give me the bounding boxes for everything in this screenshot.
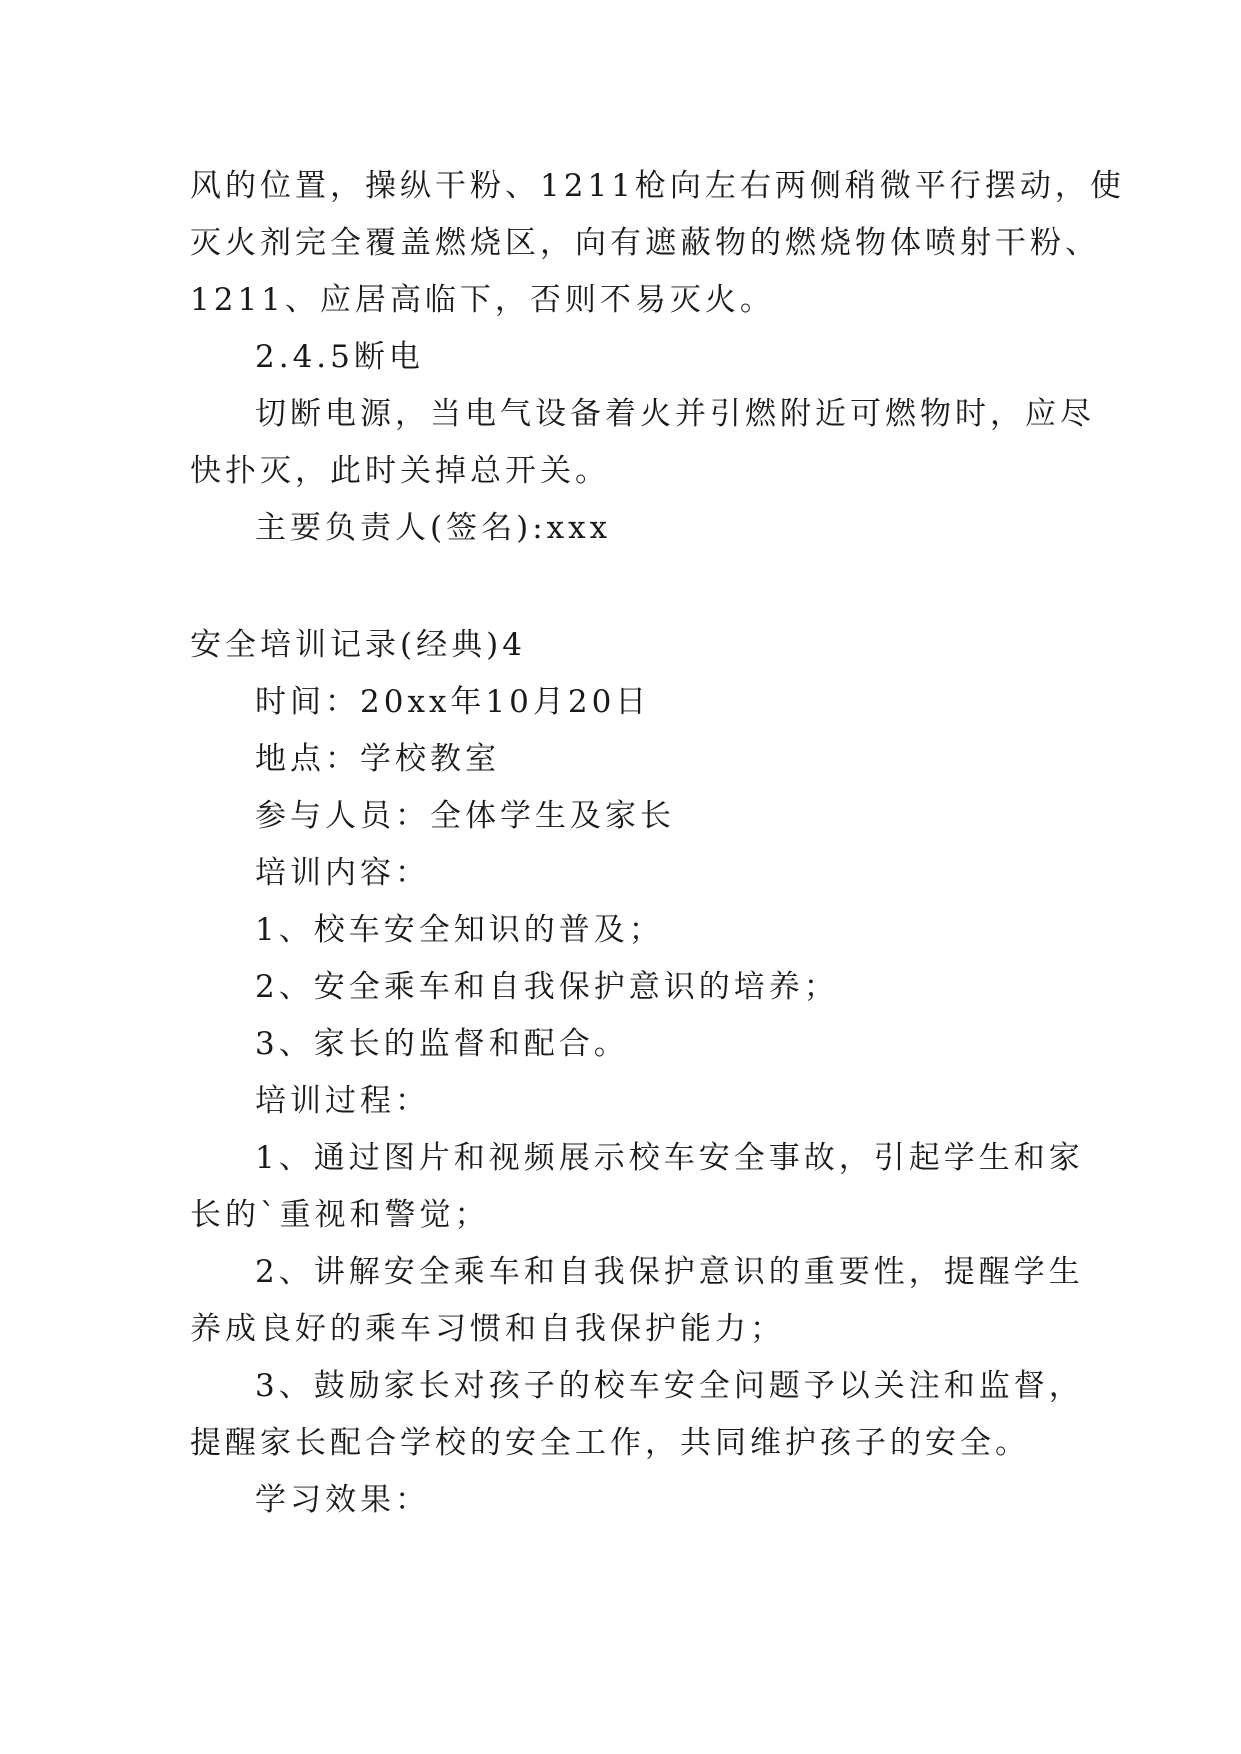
- section-heading: 2.4.5断电: [255, 339, 424, 375]
- info-participants: 参与人员：全体学生及家长: [255, 798, 675, 834]
- paragraph-line: 风的位置，操纵干粉、1211枪向左右两侧稍微平行摆动，使: [190, 168, 1125, 204]
- section-heading: 学习效果：: [255, 1482, 430, 1518]
- document-title: 安全培训记录(经典)4: [190, 627, 526, 663]
- paragraph-line: 提醒家长配合学校的安全工作，共同维护孩子的安全。: [190, 1425, 1030, 1461]
- list-item: 3、鼓励家长对孩子的校车安全问题予以关注和监督，: [255, 1368, 1084, 1404]
- list-item: 2、讲解安全乘车和自我保护意识的重要性，提醒学生: [255, 1254, 1084, 1290]
- paragraph-line: 快扑灭，此时关掉总开关。: [190, 453, 610, 489]
- list-item: 1、通过图片和视频展示校车安全事故，引起学生和家: [255, 1140, 1084, 1176]
- paragraph-line: 灭火剂完全覆盖燃烧区，向有遮蔽物的燃烧物体喷射干粉、: [190, 225, 1100, 261]
- section-heading: 培训过程：: [255, 1083, 430, 1119]
- list-item: 3、家长的监督和配合。: [255, 1026, 629, 1062]
- list-item: 2、安全乘车和自我保护意识的培养；: [255, 969, 839, 1005]
- paragraph-line: 切断电源，当电气设备着火并引燃附近可燃物时，应尽: [255, 396, 1095, 432]
- info-time: 时间：20xx年10月20日: [255, 684, 651, 720]
- paragraph-line: 长的`重视和警觉；: [190, 1197, 490, 1233]
- section-heading: 培训内容：: [255, 855, 430, 891]
- info-location: 地点：学校教室: [255, 741, 500, 777]
- paragraph-line: 养成良好的乘车习惯和自我保护能力；: [190, 1311, 785, 1347]
- list-item: 1、校车安全知识的普及；: [255, 912, 664, 948]
- signature-line: 主要负责人(签名):xxx: [255, 510, 612, 546]
- paragraph-line: 1211、应居高临下，否则不易灭火。: [190, 282, 775, 318]
